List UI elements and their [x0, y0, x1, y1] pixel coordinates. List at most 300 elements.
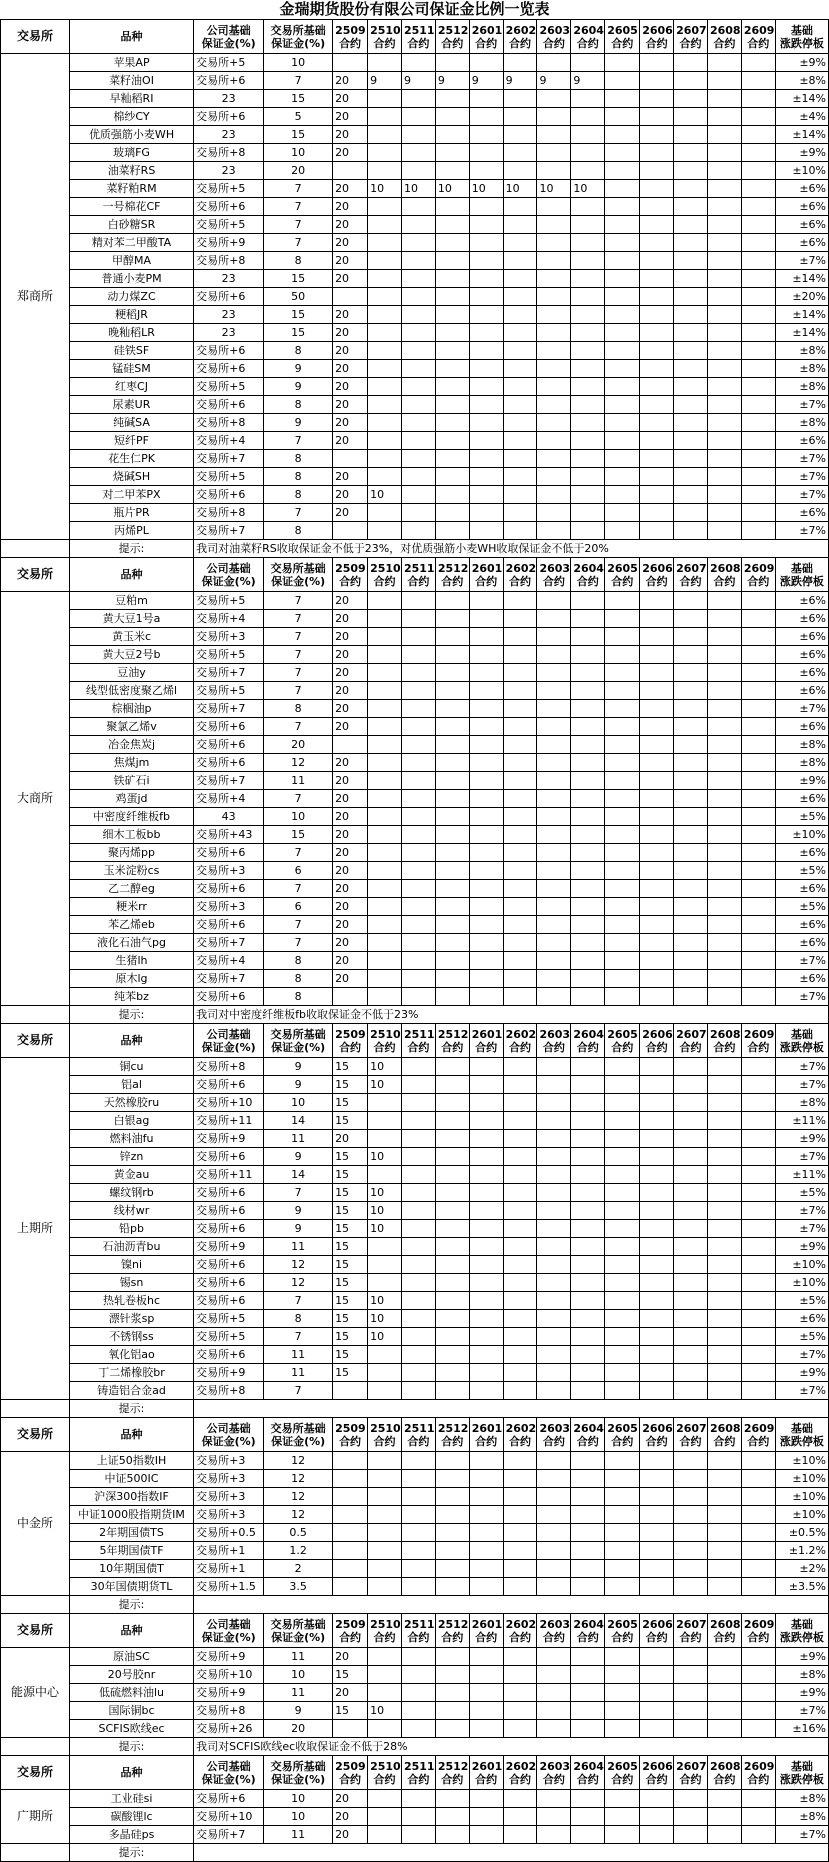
- variety-cell: 生猪lh: [69, 952, 193, 970]
- contract-margin-cell: [401, 754, 435, 772]
- contract-margin-cell: [368, 1488, 402, 1506]
- contract-margin-cell: [605, 234, 640, 252]
- contract-margin-cell: [571, 1148, 605, 1166]
- contract-margin-cell: [333, 1470, 368, 1488]
- table-row: [1, 162, 829, 180]
- header-row: [1, 1024, 829, 1058]
- company-margin-cell: 交易所+8: [194, 504, 264, 522]
- contract-margin-cell: [605, 270, 640, 288]
- exchange-margin-cell: 11: [264, 772, 333, 790]
- contract-margin-cell: [571, 1524, 605, 1542]
- contract-margin-cell: [640, 1112, 674, 1130]
- company-margin-cell: 交易所+6: [194, 736, 264, 754]
- contract-margin-cell: [741, 826, 775, 844]
- header-contract: 2606 合约: [640, 558, 674, 592]
- header-variety: 品种: [69, 20, 193, 54]
- table-row: [1, 1542, 829, 1560]
- contract-margin-cell: [368, 898, 402, 916]
- contract-margin-cell: [368, 1364, 402, 1382]
- contract-margin-cell: 20: [333, 198, 368, 216]
- variety-cell: 不锈钢ss: [69, 1328, 193, 1346]
- contract-margin-cell: [605, 1202, 640, 1220]
- table-row: [1, 1826, 829, 1844]
- contract-margin-cell: [503, 54, 537, 72]
- contract-margin-cell: [674, 1184, 708, 1202]
- contract-margin-cell: [707, 1148, 741, 1166]
- contract-margin-cell: [368, 988, 402, 1006]
- contract-margin-cell: [605, 916, 640, 934]
- exchange-margin-cell: 14: [264, 1112, 333, 1130]
- contract-margin-cell: [401, 126, 435, 144]
- company-margin-cell: 交易所+6: [194, 198, 264, 216]
- contract-margin-cell: [469, 1560, 503, 1578]
- contract-margin-cell: 20: [333, 646, 368, 664]
- contract-margin-cell: [605, 1720, 640, 1738]
- contract-margin-cell: [537, 162, 571, 180]
- contract-margin-cell: [640, 108, 674, 126]
- limit-cell: ±6%: [775, 916, 828, 934]
- contract-margin-cell: [571, 1256, 605, 1274]
- contract-margin-cell: [640, 432, 674, 450]
- exchange-margin-cell: 8: [264, 342, 333, 360]
- contract-margin-cell: [503, 1166, 537, 1184]
- contract-margin-cell: [537, 898, 571, 916]
- contract-margin-cell: [640, 1648, 674, 1666]
- limit-cell: ±7%: [775, 1058, 828, 1076]
- contract-margin-cell: [333, 450, 368, 468]
- contract-margin-cell: [537, 1488, 571, 1506]
- exchange-margin-cell: 20: [264, 1720, 333, 1738]
- contract-margin-cell: [674, 898, 708, 916]
- limit-cell: ±14%: [775, 126, 828, 144]
- contract-margin-cell: [537, 844, 571, 862]
- limit-cell: ±11%: [775, 1166, 828, 1184]
- contract-margin-cell: [469, 1328, 503, 1346]
- exchange-margin-cell: 9: [264, 1148, 333, 1166]
- header-contract: 2601 合约: [469, 558, 503, 592]
- contract-margin-cell: [469, 898, 503, 916]
- contract-margin-cell: [707, 1094, 741, 1112]
- contract-margin-cell: [707, 1560, 741, 1578]
- contract-margin-cell: [571, 1328, 605, 1346]
- table-row: [1, 1578, 829, 1596]
- contract-margin-cell: [368, 1166, 402, 1184]
- contract-margin-cell: [605, 718, 640, 736]
- contract-margin-cell: [435, 1346, 469, 1364]
- contract-margin-cell: [741, 72, 775, 90]
- variety-cell: 白银ag: [69, 1112, 193, 1130]
- contract-margin-cell: 10: [368, 1148, 402, 1166]
- contract-margin-cell: [503, 772, 537, 790]
- variety-cell: 原木lg: [69, 970, 193, 988]
- contract-margin-cell: [401, 1256, 435, 1274]
- contract-margin-cell: [640, 1578, 674, 1596]
- header-contract: 2512 合约: [435, 558, 469, 592]
- contract-margin-cell: 15: [333, 1166, 368, 1184]
- limit-cell: ±10%: [775, 1256, 828, 1274]
- contract-margin-cell: [368, 162, 402, 180]
- contract-margin-cell: [503, 592, 537, 610]
- contract-margin-cell: [571, 360, 605, 378]
- contract-margin-cell: [707, 1292, 741, 1310]
- contract-margin-cell: [469, 1684, 503, 1702]
- contract-margin-cell: [435, 646, 469, 664]
- contract-margin-cell: [435, 1166, 469, 1184]
- contract-margin-cell: 15: [333, 1238, 368, 1256]
- contract-margin-cell: [640, 1364, 674, 1382]
- contract-margin-cell: [435, 270, 469, 288]
- contract-margin-cell: [368, 270, 402, 288]
- contract-margin-cell: [605, 1542, 640, 1560]
- limit-cell: ±7%: [775, 252, 828, 270]
- contract-margin-cell: [368, 450, 402, 468]
- contract-margin-cell: [707, 144, 741, 162]
- contract-margin-cell: [674, 180, 708, 198]
- contract-margin-cell: [741, 486, 775, 504]
- table-row: [1, 1310, 829, 1328]
- contract-margin-cell: [435, 162, 469, 180]
- contract-margin-cell: [674, 1684, 708, 1702]
- contract-margin-cell: [333, 1382, 368, 1400]
- exchange-margin-cell: 7: [264, 592, 333, 610]
- company-margin-cell: 23: [194, 90, 264, 108]
- contract-margin-cell: 10: [571, 180, 605, 198]
- contract-margin-cell: [401, 450, 435, 468]
- contract-margin-cell: [571, 1058, 605, 1076]
- contract-margin-cell: [469, 1076, 503, 1094]
- contract-margin-cell: [469, 700, 503, 718]
- contract-margin-cell: [401, 718, 435, 736]
- contract-margin-cell: 20: [333, 1648, 368, 1666]
- contract-margin-cell: [537, 1666, 571, 1684]
- exchange-margin-cell: 0.5: [264, 1524, 333, 1542]
- contract-margin-cell: [537, 198, 571, 216]
- contract-margin-cell: [503, 754, 537, 772]
- contract-margin-cell: [503, 970, 537, 988]
- variety-cell: 镍ni: [69, 1256, 193, 1274]
- header-contract: 2509 合约: [333, 558, 368, 592]
- contract-margin-cell: [741, 1310, 775, 1328]
- contract-margin-cell: [537, 486, 571, 504]
- contract-margin-cell: [469, 1578, 503, 1596]
- header-company-margin: 公司基础 保证金(%): [194, 20, 264, 54]
- limit-cell: ±6%: [775, 432, 828, 450]
- contract-margin-cell: [605, 592, 640, 610]
- header-limit: 基础 涨跌停板: [775, 1756, 828, 1790]
- contract-margin-cell: [401, 504, 435, 522]
- contract-margin-cell: [741, 522, 775, 540]
- header-contract: 2602 合约: [503, 1756, 537, 1790]
- contract-margin-cell: [503, 90, 537, 108]
- contract-margin-cell: [741, 1058, 775, 1076]
- contract-margin-cell: [640, 1488, 674, 1506]
- exchange-margin-cell: 8: [264, 988, 333, 1006]
- contract-margin-cell: [503, 934, 537, 952]
- header-variety: 品种: [69, 1614, 193, 1648]
- header-contract: 2603 合约: [537, 1418, 571, 1452]
- contract-margin-cell: [469, 126, 503, 144]
- contract-margin-cell: [537, 1148, 571, 1166]
- header-contract: 2511 合约: [401, 1614, 435, 1648]
- contract-margin-cell: [503, 216, 537, 234]
- company-margin-cell: 交易所+3: [194, 1506, 264, 1524]
- limit-cell: ±8%: [775, 736, 828, 754]
- limit-cell: ±9%: [775, 1238, 828, 1256]
- company-margin-cell: 交易所+6: [194, 1790, 264, 1808]
- contract-margin-cell: 20: [333, 144, 368, 162]
- contract-margin-cell: [640, 646, 674, 664]
- contract-margin-cell: [503, 1382, 537, 1400]
- contract-margin-cell: [503, 162, 537, 180]
- contract-margin-cell: [503, 1506, 537, 1524]
- contract-margin-cell: [674, 342, 708, 360]
- contract-margin-cell: [741, 1328, 775, 1346]
- contract-margin-cell: [707, 108, 741, 126]
- header-contract: 2607 合约: [674, 558, 708, 592]
- limit-cell: ±11%: [775, 1112, 828, 1130]
- limit-cell: ±6%: [775, 1310, 828, 1328]
- contract-margin-cell: [571, 1364, 605, 1382]
- contract-margin-cell: [605, 952, 640, 970]
- header-contract: 2601 合约: [469, 20, 503, 54]
- contract-margin-cell: [435, 1292, 469, 1310]
- header-exchange-margin: 交易所基础 保证金(%): [264, 1756, 333, 1790]
- contract-margin-cell: [674, 1310, 708, 1328]
- contract-margin-cell: [605, 1382, 640, 1400]
- contract-margin-cell: [605, 1112, 640, 1130]
- table-row: [1, 1256, 829, 1274]
- limit-cell: ±10%: [775, 1470, 828, 1488]
- contract-margin-cell: [368, 1452, 402, 1470]
- contract-margin-cell: [537, 378, 571, 396]
- contract-margin-cell: [640, 970, 674, 988]
- contract-margin-cell: [537, 522, 571, 540]
- contract-margin-cell: [333, 736, 368, 754]
- contract-margin-cell: [401, 1808, 435, 1826]
- variety-cell: 铅pb: [69, 1220, 193, 1238]
- contract-margin-cell: [368, 790, 402, 808]
- contract-margin-cell: [469, 54, 503, 72]
- contract-margin-cell: 15: [333, 1328, 368, 1346]
- limit-cell: ±6%: [775, 628, 828, 646]
- contract-margin-cell: [469, 1112, 503, 1130]
- contract-margin-cell: [640, 414, 674, 432]
- contract-margin-cell: [674, 610, 708, 628]
- contract-margin-cell: 20: [333, 808, 368, 826]
- tip-note: [194, 1400, 829, 1418]
- contract-margin-cell: [503, 682, 537, 700]
- variety-cell: 20号胶nr: [69, 1666, 193, 1684]
- contract-margin-cell: [469, 216, 503, 234]
- contract-margin-cell: [741, 1542, 775, 1560]
- contract-margin-cell: [469, 592, 503, 610]
- contract-margin-cell: [503, 522, 537, 540]
- contract-margin-cell: [503, 342, 537, 360]
- header-company-margin: 公司基础 保证金(%): [194, 1024, 264, 1058]
- contract-margin-cell: [640, 952, 674, 970]
- header-contract: 2607 合约: [674, 1418, 708, 1452]
- table-row: [1, 610, 829, 628]
- company-margin-cell: 交易所+5: [194, 682, 264, 700]
- contract-margin-cell: [640, 1542, 674, 1560]
- contract-margin-cell: [640, 1790, 674, 1808]
- contract-margin-cell: [707, 90, 741, 108]
- company-margin-cell: 交易所+4: [194, 790, 264, 808]
- contract-margin-cell: [605, 610, 640, 628]
- table-row: [1, 342, 829, 360]
- table-row: [1, 1382, 829, 1400]
- company-margin-cell: 交易所+6: [194, 754, 264, 772]
- contract-margin-cell: [640, 1166, 674, 1184]
- table-row: [1, 1524, 829, 1542]
- contract-margin-cell: [469, 610, 503, 628]
- contract-margin-cell: [707, 1364, 741, 1382]
- contract-margin-cell: [401, 1684, 435, 1702]
- contract-margin-cell: [537, 664, 571, 682]
- contract-margin-cell: [435, 1702, 469, 1720]
- contract-margin-cell: [368, 934, 402, 952]
- contract-margin-cell: [605, 162, 640, 180]
- contract-margin-cell: 20: [333, 916, 368, 934]
- contract-margin-cell: [640, 1328, 674, 1346]
- variety-cell: 粳米rr: [69, 898, 193, 916]
- contract-margin-cell: [469, 306, 503, 324]
- company-margin-cell: 交易所+4: [194, 952, 264, 970]
- contract-margin-cell: 9: [435, 72, 469, 90]
- contract-margin-cell: [741, 1184, 775, 1202]
- variety-cell: 国际铜bc: [69, 1702, 193, 1720]
- contract-margin-cell: [640, 1720, 674, 1738]
- contract-margin-cell: [640, 628, 674, 646]
- limit-cell: ±6%: [775, 682, 828, 700]
- contract-margin-cell: [368, 664, 402, 682]
- contract-margin-cell: 15: [333, 1364, 368, 1382]
- contract-margin-cell: [469, 1310, 503, 1328]
- contract-margin-cell: [741, 342, 775, 360]
- table-row: [1, 126, 829, 144]
- contract-margin-cell: [469, 1720, 503, 1738]
- contract-margin-cell: [469, 880, 503, 898]
- header-contract: 2606 合约: [640, 1614, 674, 1648]
- company-margin-cell: 交易所+8: [194, 1382, 264, 1400]
- contract-margin-cell: [741, 234, 775, 252]
- variety-cell: 铁矿石i: [69, 772, 193, 790]
- contract-margin-cell: [741, 1238, 775, 1256]
- contract-margin-cell: [707, 988, 741, 1006]
- contract-margin-cell: [741, 1112, 775, 1130]
- contract-margin-cell: [537, 144, 571, 162]
- variety-cell: 油菜籽RS: [69, 162, 193, 180]
- exchange-margin-cell: 9: [264, 1058, 333, 1076]
- contract-margin-cell: [640, 1292, 674, 1310]
- contract-margin-cell: [435, 1148, 469, 1166]
- contract-margin-cell: [605, 180, 640, 198]
- contract-margin-cell: [537, 790, 571, 808]
- contract-margin-cell: [503, 198, 537, 216]
- limit-cell: ±7%: [775, 1826, 828, 1844]
- limit-cell: ±7%: [775, 1076, 828, 1094]
- contract-margin-cell: [537, 1470, 571, 1488]
- contract-margin-cell: [435, 1720, 469, 1738]
- contract-margin-cell: [707, 880, 741, 898]
- contract-margin-cell: [503, 1666, 537, 1684]
- contract-margin-cell: [605, 664, 640, 682]
- contract-margin-cell: [571, 252, 605, 270]
- tip-note: 我司对油菜籽RS收取保证金不低于23%，对优质强筋小麦WH收取保证金不低于20%: [194, 540, 829, 558]
- company-margin-cell: 交易所+8: [194, 1058, 264, 1076]
- contract-margin-cell: [537, 90, 571, 108]
- contract-margin-cell: [571, 646, 605, 664]
- header-contract: 2602 合约: [503, 1024, 537, 1058]
- contract-margin-cell: [640, 1184, 674, 1202]
- contract-margin-cell: [503, 664, 537, 682]
- contract-margin-cell: [401, 1560, 435, 1578]
- contract-margin-cell: [571, 306, 605, 324]
- contract-margin-cell: [401, 1790, 435, 1808]
- contract-margin-cell: [605, 198, 640, 216]
- contract-margin-cell: [469, 432, 503, 450]
- contract-margin-cell: [741, 1256, 775, 1274]
- limit-cell: ±7%: [775, 1220, 828, 1238]
- contract-margin-cell: [537, 808, 571, 826]
- variety-cell: 丁二烯橡胶br: [69, 1364, 193, 1382]
- contract-margin-cell: [571, 790, 605, 808]
- contract-margin-cell: [401, 1470, 435, 1488]
- exchange-margin-cell: 7: [264, 880, 333, 898]
- contract-margin-cell: [605, 522, 640, 540]
- contract-margin-cell: [401, 378, 435, 396]
- contract-margin-cell: [435, 610, 469, 628]
- header-contract: 2509 合约: [333, 1024, 368, 1058]
- contract-margin-cell: [707, 1112, 741, 1130]
- header-variety: 品种: [69, 1418, 193, 1452]
- contract-margin-cell: [707, 1578, 741, 1596]
- table-row: [1, 414, 829, 432]
- contract-margin-cell: [674, 1666, 708, 1684]
- contract-margin-cell: [707, 700, 741, 718]
- contract-margin-cell: [707, 1184, 741, 1202]
- contract-margin-cell: [368, 1256, 402, 1274]
- table-row: [1, 72, 829, 90]
- contract-margin-cell: [707, 1382, 741, 1400]
- contract-margin-cell: [674, 1826, 708, 1844]
- contract-margin-cell: [741, 162, 775, 180]
- contract-margin-cell: [537, 450, 571, 468]
- contract-margin-cell: [537, 988, 571, 1006]
- table-row: [1, 664, 829, 682]
- contract-margin-cell: [741, 628, 775, 646]
- contract-margin-cell: [469, 1184, 503, 1202]
- contract-margin-cell: [640, 306, 674, 324]
- table-row: [1, 234, 829, 252]
- table-row: [1, 1202, 829, 1220]
- contract-margin-cell: [640, 1560, 674, 1578]
- contract-margin-cell: [605, 1648, 640, 1666]
- contract-margin-cell: [707, 1328, 741, 1346]
- contract-margin-cell: [674, 862, 708, 880]
- limit-cell: ±14%: [775, 90, 828, 108]
- header-contract: 2606 合约: [640, 1024, 674, 1058]
- contract-margin-cell: [537, 718, 571, 736]
- variety-cell: 燃料油fu: [69, 1130, 193, 1148]
- table-row: [1, 288, 829, 306]
- contract-margin-cell: [674, 1112, 708, 1130]
- contract-margin-cell: [571, 898, 605, 916]
- contract-margin-cell: [503, 324, 537, 342]
- table-row: [1, 1076, 829, 1094]
- contract-margin-cell: [640, 126, 674, 144]
- contract-margin-cell: [640, 522, 674, 540]
